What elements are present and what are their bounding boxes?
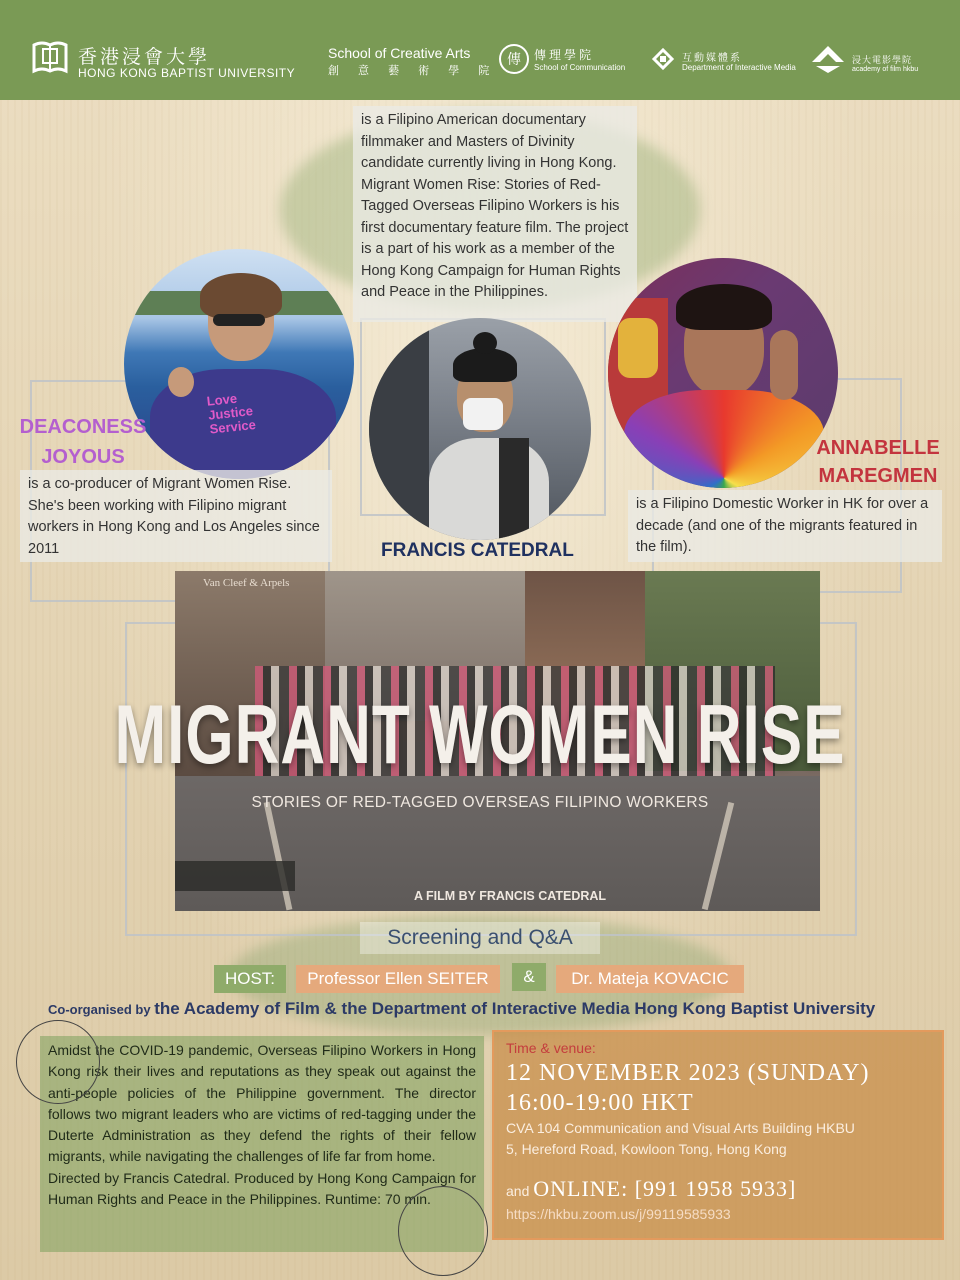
joyous-name-line1: DEACONESS — [19, 416, 147, 438]
school-creative-arts-zh: 創 意 藝 術 學 院 — [328, 65, 498, 77]
school-communication-zh: 傳理學院 — [534, 48, 595, 62]
shirt-text-service: Service — [208, 416, 257, 437]
description-paragraph-2: Directed by Francis Catedral. Produced by Hong Kong Campaign for Human Rights and Peace in the Philippines. Runtime: 70 min. — [48, 1169, 476, 1208]
annabelle-name-line1: ANNABELLE — [816, 437, 940, 459]
interactive-media-logo-icon — [650, 46, 676, 72]
annabelle-bio: is a Filipino Domestic Worker in HK for over a decade (and one of the migrants featured in the film). — [628, 490, 942, 562]
event-date: 12 NOVEMBER 2023 (SUNDAY) — [506, 1060, 870, 1086]
joyous-name — [14, 412, 152, 472]
poster-credit: A FILM BY FRANCIS CATEDRAL — [413, 889, 607, 903]
co-organised-prefix: Co-organised by — [48, 1002, 151, 1017]
francis-photo — [369, 318, 591, 540]
online-prefix: and — [506, 1183, 530, 1199]
host-ampersand: & — [512, 963, 546, 991]
venue-address-line1: CVA 104 Communication and Visual Arts Building HKBU — [506, 1120, 855, 1136]
school-communication-en: School of Communication — [534, 63, 626, 72]
host-1: Professor Ellen SEITER — [296, 965, 500, 993]
francis-bio: is a Filipino American documentary filmmaker and Masters of Divinity candidate currently living in Hong Kong. Migrant Women Rise: Stories of Red-Tagged Overseas Filipino Workers is his first documentary feature film. The project is a part of his work as a member of the Hong Kong Campaign for Human Rights and Peace in the Philippines. — [353, 106, 637, 322]
shirt-text-love: Love — [206, 390, 238, 409]
francis-name: FRANCIS CATEDRAL — [381, 540, 574, 561]
joyous-bio: is a co-producer of Migrant Women Rise. She's been working with Filipino migrant workers in Hong Kong and Los Angeles since 2011 — [20, 470, 332, 562]
academy-of-film-logo-icon — [810, 44, 846, 74]
annabelle-photo — [608, 258, 838, 488]
hkbu-name-zh: 香港浸會大學 — [78, 47, 211, 68]
poster-sign-text: Van Cleef & Arpels — [203, 577, 290, 589]
host-2: Dr. Mateja KOVACIC — [556, 965, 744, 993]
description-paragraph-1: Amidst the COVID-19 pandemic, Overseas Filipino Workers in Hong Kong risk their lives and reputations as they speak out against the anti-people policies of the Philippine government. The director follows two migrant leaders who are victims of red-tagging under the Duterte Administration as they defend the rights of their fellow migrants, while navigating the challenges of life far from home. — [48, 1042, 476, 1165]
shirt-text-justice: Justice — [207, 403, 254, 423]
hkbu-logo-icon — [30, 37, 70, 77]
hkbu-name-en: HONG KONG BAPTIST UNIVERSITY — [78, 66, 296, 80]
decorative-circle-left — [16, 1020, 100, 1104]
poster-subtitle: STORIES OF RED-TAGGED OVERSEAS FILIPINO WORKERS — [251, 794, 709, 811]
zoom-link[interactable]: https://hkbu.zoom.us/j/99119585933 — [506, 1206, 731, 1222]
screening-title: Screening and Q&A — [360, 922, 600, 954]
school-communication-logo-icon: 傳 — [499, 44, 529, 74]
joyous-photo — [124, 249, 354, 479]
annabelle-name-line2: MAREGMEN — [818, 465, 938, 487]
host-label: HOST: — [214, 965, 286, 993]
event-time: 16:00-19:00 HKT — [506, 1090, 694, 1116]
co-organised-by — [48, 999, 928, 1019]
interactive-media-en: Department of Interactive Media — [682, 63, 796, 72]
interactive-media-zh: 互動媒體系 — [682, 53, 742, 64]
venue-address-line2: 5, Hereford Road, Kowloon Tong, Hong Kong — [506, 1141, 787, 1157]
annabelle-name — [808, 434, 948, 490]
academy-of-film-zh: 浸大電影學院 — [852, 55, 913, 65]
online-meeting-id: ONLINE: [991 1958 5933] — [533, 1176, 797, 1201]
school-creative-arts-en: School of Creative Arts — [328, 45, 471, 61]
poster-title: MIGRANT WOMEN RISE — [114, 688, 846, 783]
co-organisers: the Academy of Film & the Department of Interactive Media Hong Kong Baptist University — [154, 999, 876, 1018]
academy-of-film-en: academy of film hkbu — [852, 66, 919, 73]
venue-label: Time & venue: — [506, 1040, 596, 1056]
joyous-name-line2: JOYOUS — [41, 446, 125, 468]
decorative-circle-right — [398, 1186, 488, 1276]
time-venue-box — [492, 1030, 944, 1240]
